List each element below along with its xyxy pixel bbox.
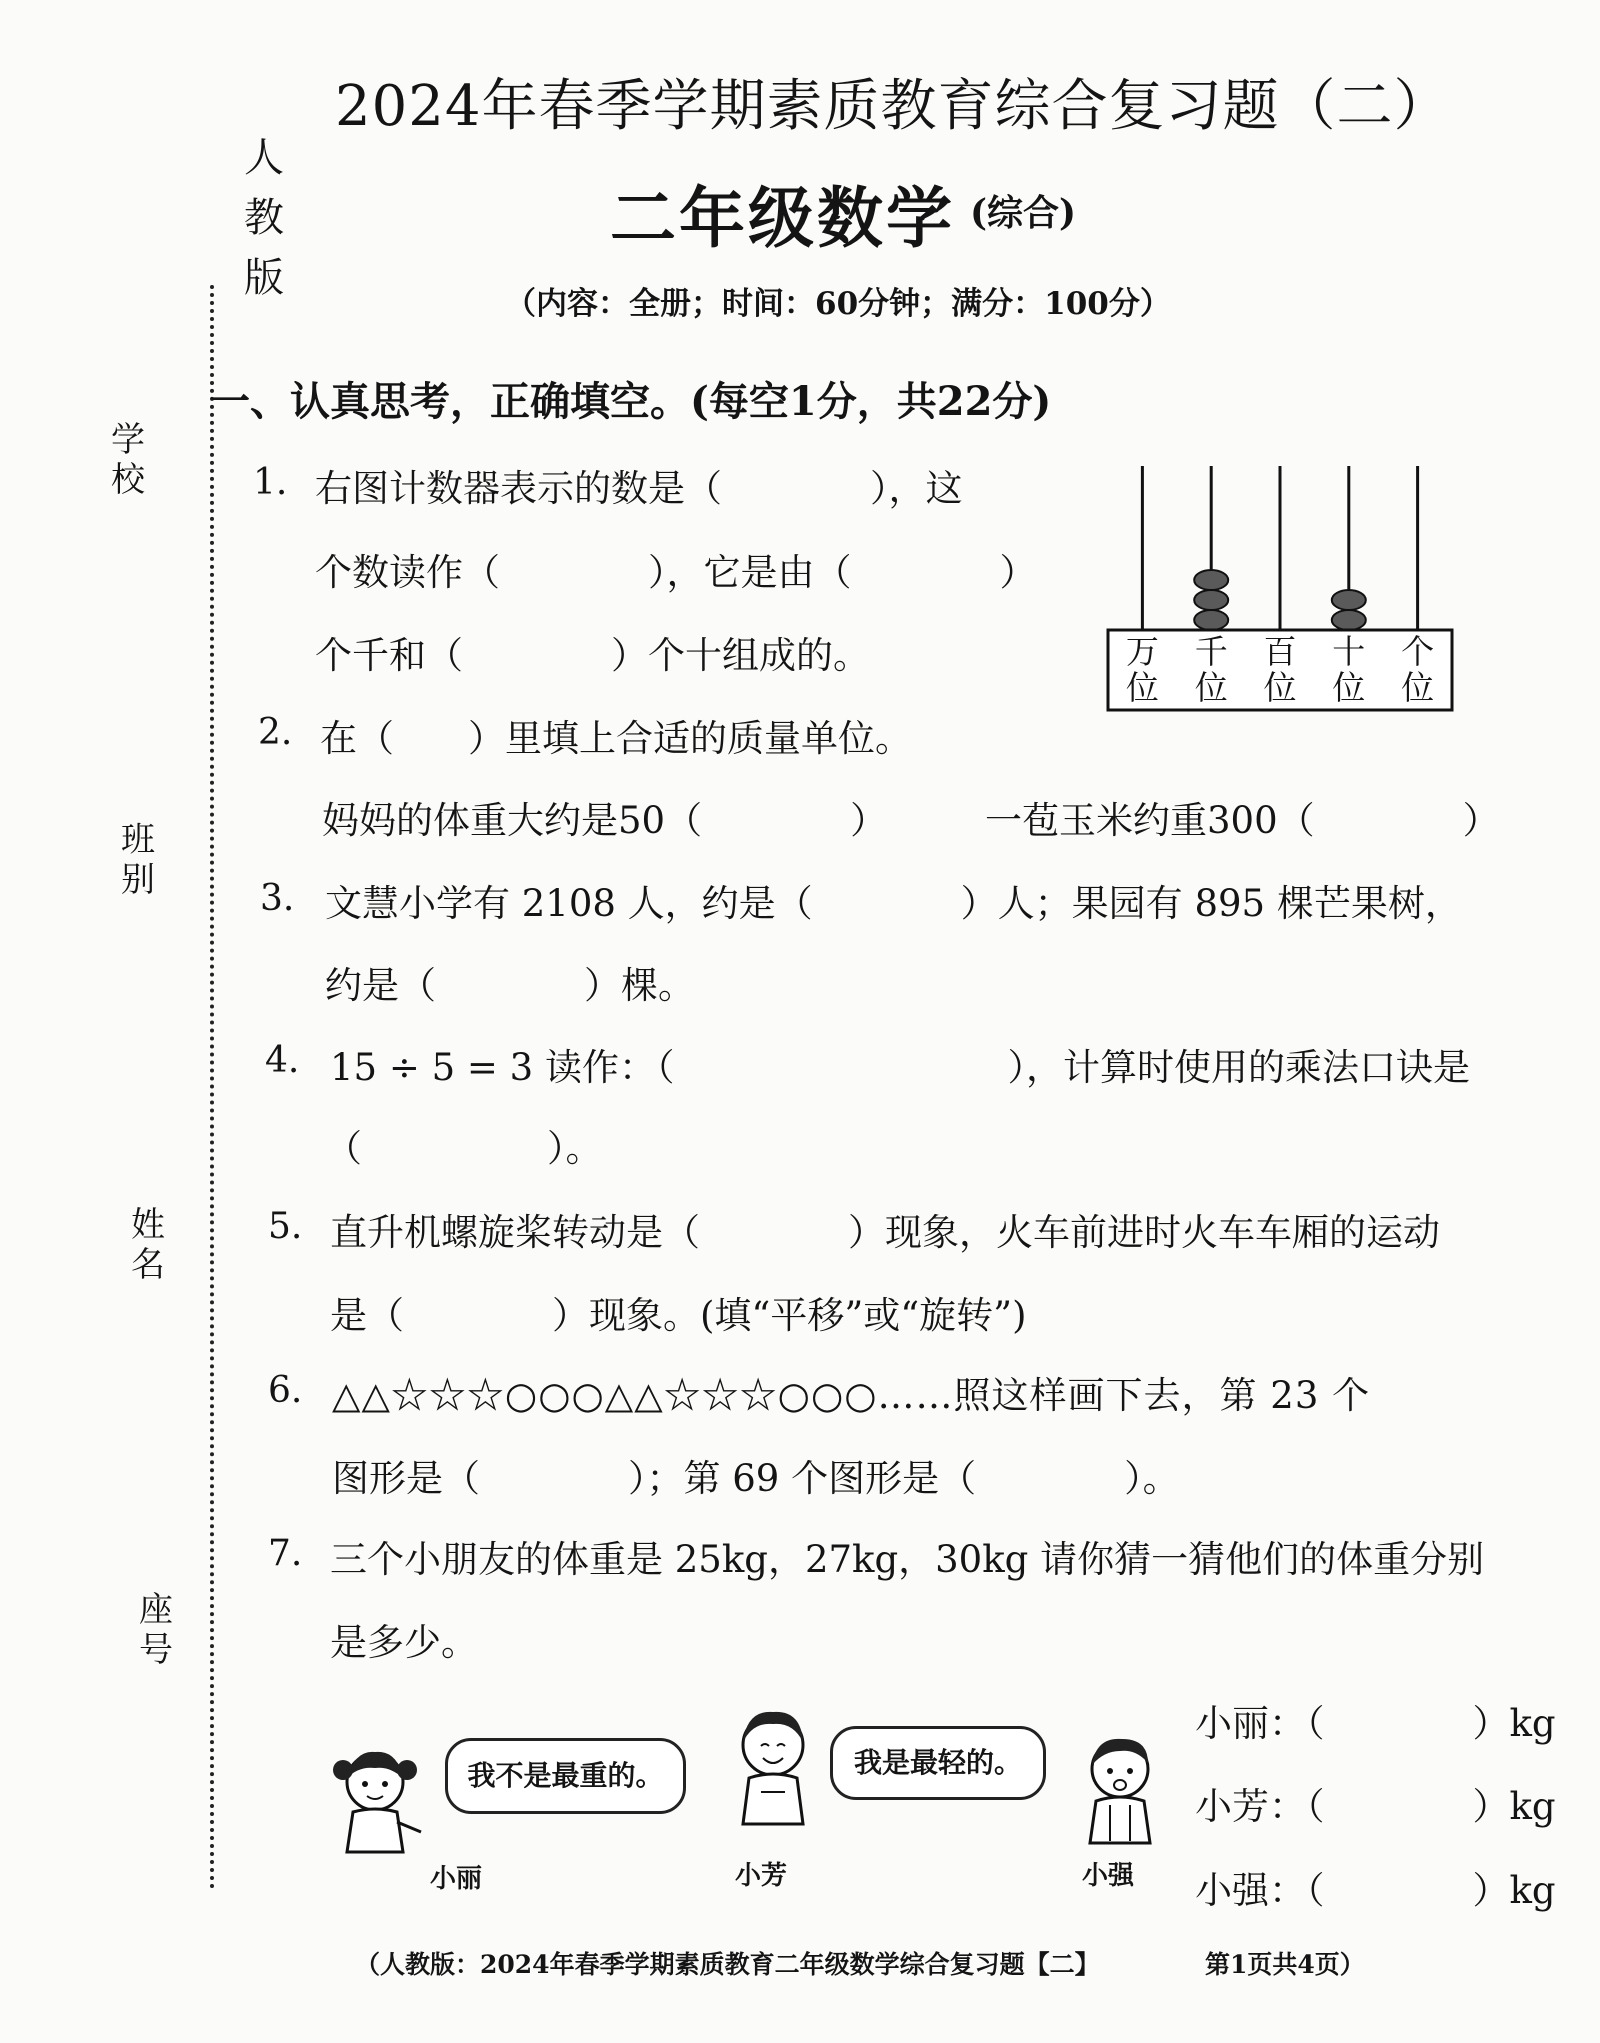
question-number: 6. xyxy=(268,1370,303,1411)
q6-line1: △△☆☆☆○○○△△☆☆☆○○○……照这样画下去，第 23 个 xyxy=(332,1374,1371,1417)
edition-char: 人 xyxy=(244,135,284,181)
q7-line1: 三个小朋友的体重是 25kg，27kg，30kg 请你猜一猜他们的体重分别 xyxy=(330,1538,1485,1581)
edition-label xyxy=(238,128,290,308)
girl-xiaoli-figure xyxy=(325,1740,425,1860)
abacus-bead xyxy=(1194,610,1228,630)
q2-line2a: 妈妈的体重大约是50（ ） xyxy=(322,799,888,842)
exam-meta: （内容：全册；时间：60分钟；满分：100分） xyxy=(505,286,1171,322)
kid-name-label: 小芳 xyxy=(735,1861,788,1891)
q5-line1: 直升机螺旋桨转动是（ ）现象，火车前进时火车车厢的运动 xyxy=(330,1211,1440,1254)
field-char: 校 xyxy=(111,460,145,500)
abacus-place-label: 个位 xyxy=(1401,632,1435,707)
exam-subject-note: (综合) xyxy=(970,192,1077,234)
q6-line2: 图形是（ ）；第 69 个图形是（ ）。 xyxy=(332,1457,1180,1500)
field-char: 班 xyxy=(121,820,155,860)
exam-subject: 二年级数学 xyxy=(610,179,955,257)
abacus-bead xyxy=(1194,570,1228,590)
kid-name-label: 小强 xyxy=(1082,1861,1135,1891)
class-field[interactable] xyxy=(118,820,158,900)
question-number: 7. xyxy=(268,1533,303,1574)
q4-line1: 15 ÷ 5 = 3 读作：（ ），计算时使用的乘法口诀是 xyxy=(330,1046,1470,1089)
answer-xiaofang[interactable]: 小芳：（ ）kg xyxy=(1195,1785,1556,1828)
girl-xiaofang-figure xyxy=(723,1700,823,1830)
field-char: 学 xyxy=(111,420,145,460)
field-char: 号 xyxy=(139,1630,173,1670)
field-char: 姓 xyxy=(131,1205,165,1245)
field-char: 座 xyxy=(139,1590,173,1630)
q5-line2: 是（ ）现象。(填“平移”或“旋转”) xyxy=(330,1294,1027,1337)
abacus-place-label: 百位 xyxy=(1263,632,1297,707)
name-field[interactable] xyxy=(128,1205,168,1285)
q7-line2: 是多少。 xyxy=(330,1621,478,1664)
q4-line2: （ ）。 xyxy=(325,1127,603,1170)
question-number: 1. xyxy=(253,462,288,503)
section-title: 一、认真思考，正确填空。(每空1分，共22分) xyxy=(210,378,1052,425)
question-number: 2. xyxy=(258,712,293,753)
binding-cut-line xyxy=(210,285,214,1890)
abacus-place-label: 千位 xyxy=(1194,632,1228,707)
field-char: 名 xyxy=(131,1245,165,1285)
q1-line1: 右图计数器表示的数是（ ），这 xyxy=(315,467,963,510)
abacus-place-labels xyxy=(1108,632,1452,710)
speech-bubble-xiaoli: 我不是最重的。 xyxy=(445,1738,686,1814)
q2-line2b: 一苞玉米约重300（ ） xyxy=(985,799,1500,842)
footer-text: （人教版：2024年春季学期素质教育二年级数学综合复习题【二】 xyxy=(355,1950,1100,1979)
q3-line2: 约是（ ）棵。 xyxy=(325,964,695,1007)
kid-name-label: 小丽 xyxy=(430,1864,483,1894)
page-number: 第1页共4页） xyxy=(1205,1950,1365,1979)
abacus-place-label: 十位 xyxy=(1332,632,1366,707)
question-number: 4. xyxy=(265,1040,300,1081)
answer-xiaoqiang[interactable]: 小强：（ ）kg xyxy=(1195,1869,1556,1912)
question-number: 5. xyxy=(268,1206,303,1247)
q3-line1: 文慧小学有 2108 人，约是（ ）人；果园有 895 棵芒果树， xyxy=(325,882,1462,925)
boy-xiaoqiang-figure xyxy=(1070,1725,1170,1850)
field-char: 别 xyxy=(121,860,155,900)
q1-line3: 个千和（ ）个十组成的。 xyxy=(315,634,870,677)
answer-xiaoli[interactable]: 小丽：（ ）kg xyxy=(1195,1702,1556,1745)
question-number: 3. xyxy=(260,878,295,919)
exam-title: 2024年春季学期素质教育综合复习题（二） xyxy=(335,74,1451,139)
edition-char: 版 xyxy=(244,255,284,301)
abacus-bead xyxy=(1194,590,1228,610)
school-field[interactable] xyxy=(108,420,148,500)
abacus-bead xyxy=(1332,610,1366,630)
seat-field[interactable] xyxy=(136,1590,176,1670)
abacus-bead xyxy=(1332,590,1366,610)
abacus-place-label: 万位 xyxy=(1125,632,1159,707)
edition-char: 教 xyxy=(244,195,284,241)
q1-line2: 个数读作（ ），它是由（ ） xyxy=(315,551,1037,594)
speech-bubble-xiaofang: 我是最轻的。 xyxy=(830,1726,1046,1800)
q2-line1: 在（ ）里填上合适的质量单位。 xyxy=(320,717,912,760)
